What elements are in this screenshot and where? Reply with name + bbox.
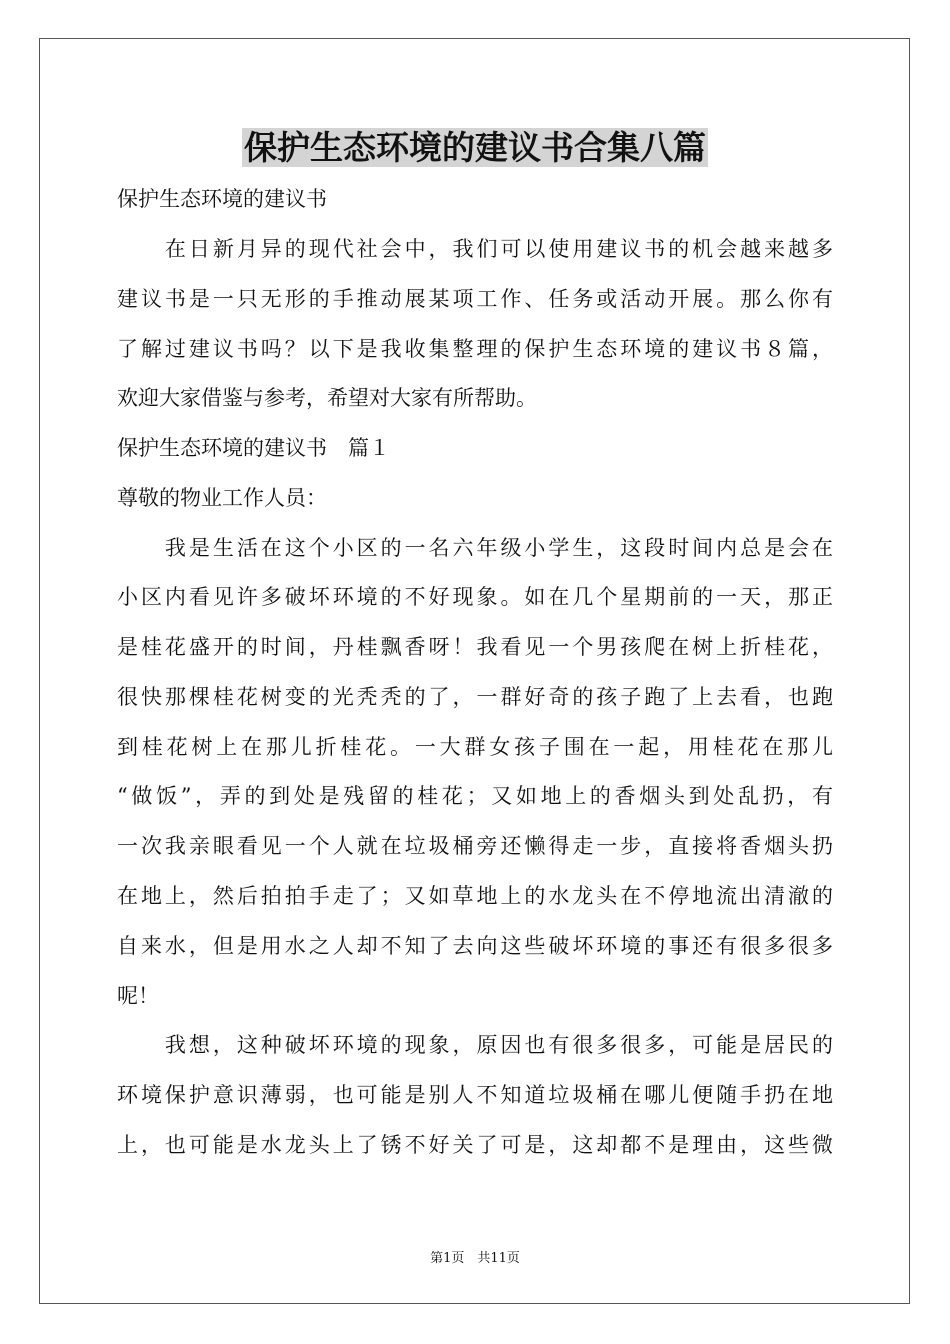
text-line: 在日新月异的现代社会中，我们可以使用建议书的机会越来越多 — [117, 237, 833, 261]
text-line: 了解过建议书吗？以下是我收集整理的保护生态环境的建议书８篇， — [117, 337, 833, 361]
text-line: 建议书是一只无形的手推动展某项工作、任务或活动开展。那么你有 — [117, 287, 833, 311]
page-border — [39, 38, 910, 1304]
text-line: 尊敬的物业工作人员： — [117, 486, 327, 510]
text-line: 在地上，然后拍拍手走了；又如草地上的水龙头在不停地流出清澈的 — [117, 884, 833, 908]
text-line: 是桂花盛开的时间，丹桂飘香呀！我看见一个男孩爬在树上折桂花， — [117, 635, 833, 659]
text-line: 上，也可能是水龙头上了锈不好关了可是，这却都不是理由，这些微 — [117, 1133, 833, 1157]
document-title-text: 保护生态环境的建议书合集八篇 — [244, 128, 706, 167]
text-line: 保护生态环境的建议书 篇１ — [117, 436, 390, 460]
page-number: 第1页 共11页 — [430, 1251, 520, 1266]
text-line: 很快那棵桂花树变的光秃秃的了，一群好奇的孩子跑了上去看，也跑 — [117, 685, 833, 709]
text-line: 欢迎大家借鉴与参考，希望对大家有所帮助。 — [117, 386, 537, 410]
text-line: 到桂花树上在那儿折桂花。一大群女孩子围在一起，用桂花在那儿 — [117, 735, 833, 759]
text-line: 保护生态环境的建议书 — [117, 187, 327, 211]
text-line: 小区内看见许多破坏环境的不好现象。如在几个星期前的一天，那正 — [117, 585, 833, 609]
document-title — [0, 124, 950, 172]
text-line: 一次我亲眼看见一个人就在垃圾桶旁还懒得走一步，直接将香烟头扔 — [117, 834, 833, 858]
text-line: 环境保护意识薄弱，也可能是别人不知道垃圾桶在哪儿便随手扔在地 — [117, 1083, 833, 1107]
text-line: “做饭”，弄的到处是残留的桂花；又如地上的香烟头到处乱扔，有 — [117, 784, 833, 808]
text-line: 我想，这种破坏环境的现象，原因也有很多很多，可能是居民的 — [117, 1033, 833, 1057]
text-line: 我是生活在这个小区的一名六年级小学生，这段时间内总是会在 — [117, 536, 833, 560]
text-line: 呢！ — [117, 984, 159, 1008]
text-line: 自来水，但是用水之人却不知了去向这些破坏环境的事还有很多很多 — [117, 934, 833, 958]
